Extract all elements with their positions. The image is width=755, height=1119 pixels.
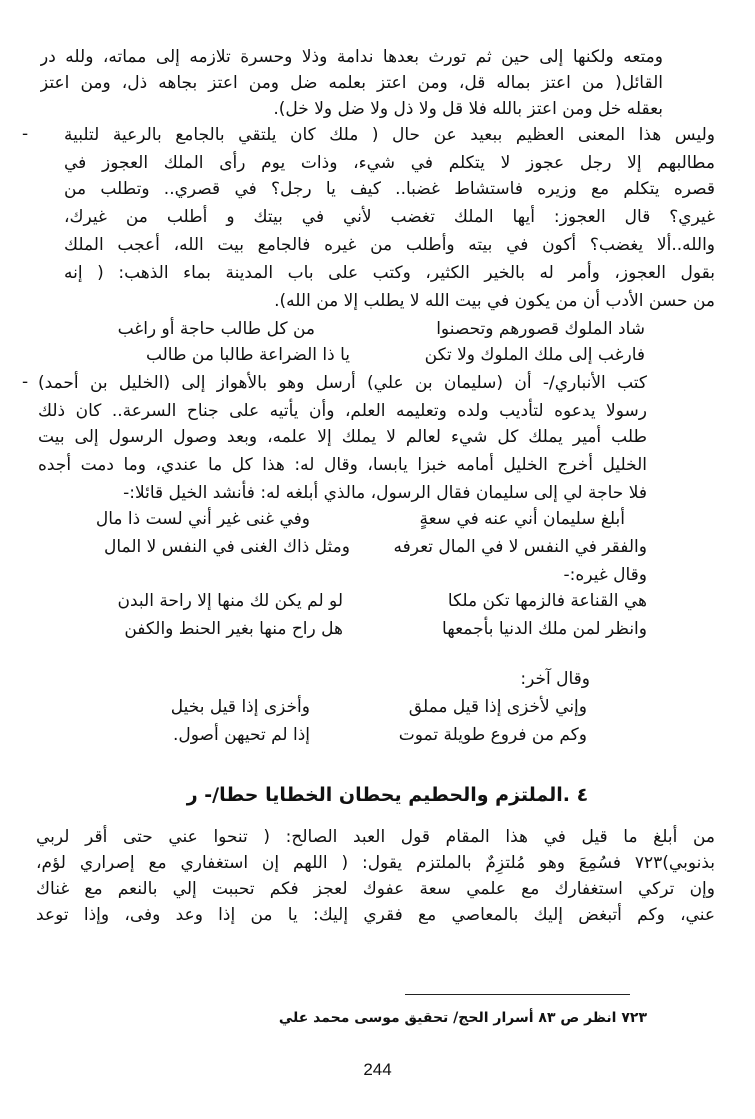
verse-first-hemistich: أبلغ سليمان أني عنه في سعةٍ xyxy=(419,509,625,529)
paragraph-line: غيري؟ قال العجوز: أيها الملك تغضب لأني في بيتك و أطلب من غيرك، xyxy=(64,207,715,227)
verse-first-hemistich: وإني لأخزى إذا قيل مملق xyxy=(408,697,587,717)
verse-second-hemistich: من كل طالب حاجة أو راغب xyxy=(117,319,315,339)
verse-first-hemistich: وكم من فروع طويلة تموت xyxy=(398,725,587,745)
said-other-label: وقال آخر: xyxy=(520,669,590,689)
verse-first-hemistich: والفقر في النفس لا في المال تعرفه xyxy=(393,537,647,557)
verse-second-hemistich: ومثل ذاك الغنى في النفس لا المال xyxy=(103,537,350,557)
paragraph-line: طلب أمير يملك كل شيء لعالم لا يملك إلا علمه، وبعد وصول الرسول إلى بيت xyxy=(38,427,647,447)
paragraph-line: كتب الأنباري/- أن (سليمان بن علي) أرسل وهو بالأهواز إلى (الخليل بن أحمد) xyxy=(38,373,647,393)
verse-first-hemistich: شاد الملوك قصورهم وتحصنوا xyxy=(436,319,645,339)
paragraph-line: ومتعه ولكنها إلى حين ثم تورث بعدها ندامة وذلا وحسرة تلازمه إلى مماته، ولله در xyxy=(40,47,663,67)
paragraph-line: من أبلغ ما قيل في هذا المقام قول العبد الصالح: ( تنحوا عني حتى أقر لربي xyxy=(36,827,715,847)
paragraph-line: الخليل أخرج الخليل أمامه خبزا يابسا، وقال له: هذا كل ما عندي، وما دمت أجده xyxy=(38,455,647,475)
verse-second-hemistich: هل راح منها بغير الحنط والكفن xyxy=(124,619,343,639)
bullet-dash: - xyxy=(22,124,29,144)
page-number: 244 xyxy=(363,1060,392,1079)
paragraph-line: وإن تركي استغفارك مع علمي سعة عفوك لعجز فكم تحببت إلي بالنعم مع غناك xyxy=(36,879,715,899)
paragraph-line: قصره يتكلم مع وزيره فاستشاط غضبا.. كيف يا رجل؟ في قصري.. وتطلب من xyxy=(64,179,715,199)
paragraph-line: عني، وكم أتبغض إليك بالمعاصي مع فقري إليك: يا من إذا وعد وفى، وإذا توعد xyxy=(36,905,715,925)
verse-second-hemistich: إذا لم تحيهن أصول. xyxy=(172,725,310,745)
section-heading: ٤ .الملتزم والحطيم يحطان الخطايا حطا/- ر xyxy=(186,784,589,806)
verse-first-hemistich: هي القناعة فالزمها تكن ملكا xyxy=(447,591,647,611)
paragraph-line: وليس هذا المعنى العظيم ببعيد عن حال ( ملك كان يلتقي بالجامع بالرعية لتلبية xyxy=(64,125,715,145)
paragraph-line: فلا حاجة لي إلى سليمان فقال الرسول، مالذي أبلغه له: فأنشد الخيل قائلا:- xyxy=(123,483,647,503)
footnote: ٧٢٣ انظر ص ٨٣ أسرار الحج/ تحقيق موسى محمد علي xyxy=(278,1010,647,1026)
verse-second-hemistich: لو لم يكن لك منها إلا راحة البدن xyxy=(117,591,343,611)
paragraph-line: والله..ألا يغضب؟ أكون في بيته وأطلب من غيره فالجامع بيت الله، أعجب الملك xyxy=(64,235,715,255)
said-other-label: وقال غيره:- xyxy=(563,565,647,585)
verse-second-hemistich: يا ذا الضراعة طالبا من طالب xyxy=(145,345,350,365)
paragraph-line: القائل( من اعتز بماله قل، ومن اعتز بعلمه ضل ومن اعتز بجاهه ذل، ومن اعتز xyxy=(40,73,663,93)
paragraph-line: رسولا يدعوه لتأديب ولده وتعليمه العلم، وأن يأتيه على جناح السرعة.. كان ذلك xyxy=(38,401,647,421)
paragraph-line: مطالبهم إلا رجل عجوز لا يتكلم في شيء، وذات يوم رأى الملك العجوز في xyxy=(64,153,715,173)
verse-first-hemistich: فارغب إلى ملك الملوك ولا تكن xyxy=(424,345,645,365)
verse-first-hemistich: وانظر لمن ملك الدنيا بأجمعها xyxy=(442,619,647,639)
paragraph-line: من حسن الأدب أن من يكون في بيت الله لا يطلب إلا من الله). xyxy=(274,291,715,311)
verse-second-hemistich: وفي غنى غير أني لست ذا مال xyxy=(95,509,310,529)
paragraph-line: بذنوبي)٧٢٣ فسُمِعَ وهو مُلتزِمٌ بالملتزم يقول: ( اللهم إن استغفاري مع إصراري لؤم، xyxy=(36,853,715,873)
footnote-separator xyxy=(405,994,630,995)
verse-second-hemistich: وأخزى إذا قيل بخيل xyxy=(170,697,310,717)
bullet-dash: - xyxy=(22,372,29,392)
paragraph-line: بقول العجوز، وأمر له بالخير الكثير، وكتب على باب المدينة بماء الذهب: ( إنه xyxy=(64,263,715,283)
paragraph-line: بعقله خل ومن اعتز بالله فلا قل ولا ذل ولا ضل ولا خل). xyxy=(273,99,663,119)
